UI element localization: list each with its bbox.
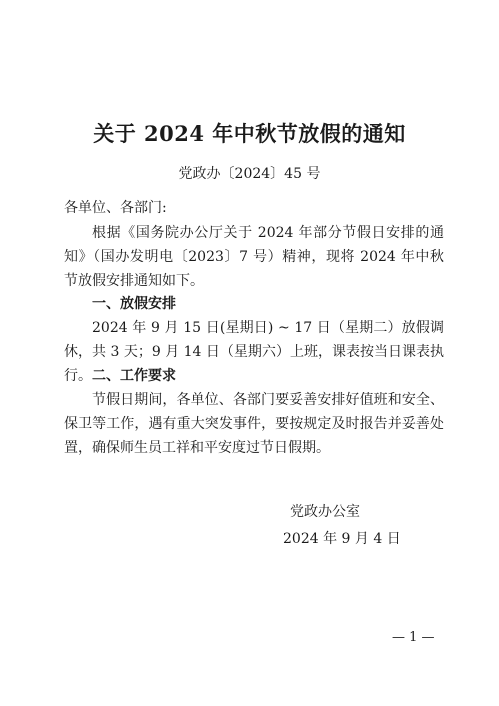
paragraph-work-requirements: 节假日期间，各单位、各部门要妥善安排好值班和安全、保卫等工作，遇有重大突发事件，要按规定及时报告并妥善处置，确保师生员工祥和平安度过节日假期。 xyxy=(64,392,444,456)
paragraph-intro: 根据《国务院办公厅关于 2024 年部分节假日安排的通知》（国办发明电〔2023〕7 号）精神，现将 2024 年中秋节放假安排通知如下。 xyxy=(64,225,444,289)
page-number: — 1 — xyxy=(392,630,435,645)
signature-organization: 党政办公室 xyxy=(290,504,360,520)
signature-date: 2024 年 9 月 4 日 xyxy=(283,531,401,547)
section-heading-holiday-arrangement: 一、放假安排 xyxy=(92,296,176,312)
document-title: 关于 2024 年中秋节放假的通知 xyxy=(93,121,406,146)
section-heading-work-requirements: 二、工作要求 xyxy=(92,368,176,384)
paragraph-holiday-arrangement: 2024 年 9 月 15 日(星期日) ~ 17 日（星期二）放假调休，共 3 天；9 月 14 日（星期六）上班，课表按当日课表执行。 xyxy=(64,320,444,384)
salutation: 各单位、各部门: xyxy=(64,200,167,216)
document-number: 党政办〔2024〕45 号 xyxy=(178,166,321,182)
